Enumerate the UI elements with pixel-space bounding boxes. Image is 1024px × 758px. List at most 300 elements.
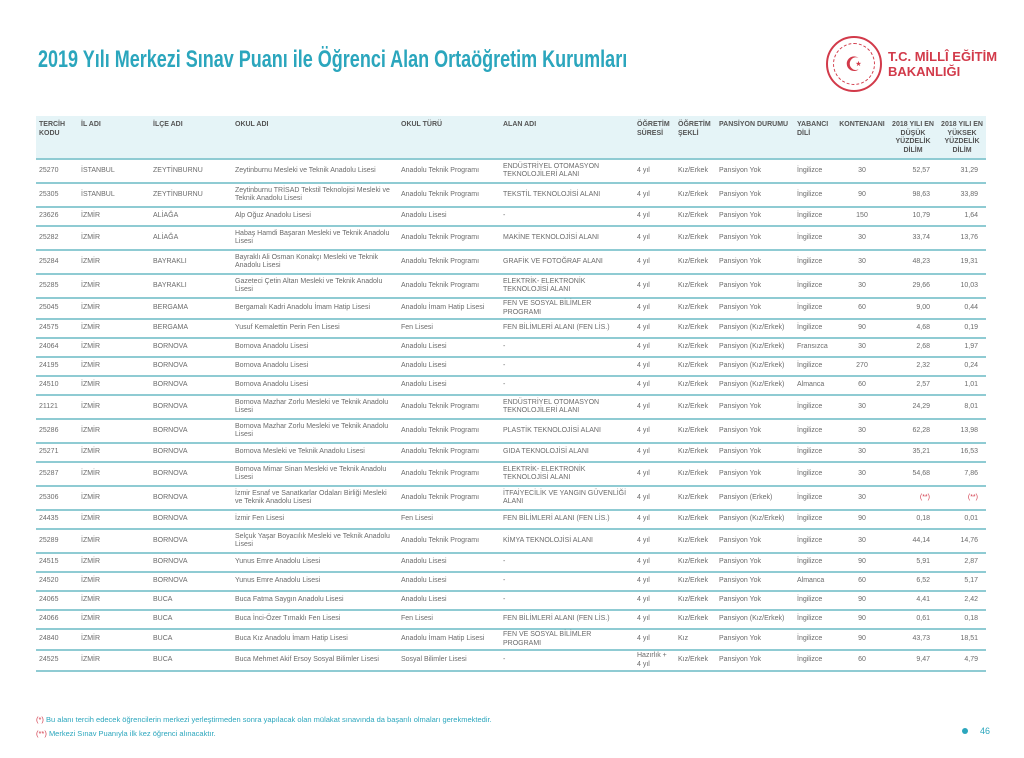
- cell-tercih-kodu: 24575: [36, 319, 78, 338]
- table-row: [36, 650, 986, 671]
- cell-ilce-adi: BORNOVA: [150, 510, 232, 529]
- footnote-1: [36, 715, 492, 724]
- cell-tercih-kodu: 24064: [36, 338, 78, 357]
- cell-ilce-adi: BORNOVA: [150, 419, 232, 443]
- cell-ogretim-suresi: 4 yıl: [634, 572, 675, 591]
- cell-kontenjan: 30: [836, 274, 888, 298]
- cell-ilce-adi: ALİAĞA: [150, 207, 232, 226]
- cell-il-adi: İZMİR: [78, 591, 150, 610]
- footnote-mark: (**): [36, 729, 47, 738]
- cell-il-adi: İZMİR: [78, 629, 150, 650]
- cell-en-yuksek-dilim: 5,17: [938, 572, 986, 591]
- cell-en-dusuk-dilim: 35,21: [888, 443, 938, 462]
- cell-alan-adi: ELEKTRİK- ELEKTRONİK TEKNOLOJİSİ ALANI: [500, 274, 634, 298]
- column-header-pansiyon-durumu: PANSİYON DURUMU: [716, 116, 794, 159]
- column-header-kontenjan: KONTENJANI: [836, 116, 888, 159]
- cell-alan-adi: FEN VE SOSYAL BİLİMLER PROGRAMI: [500, 298, 634, 319]
- cell-alan-adi: -: [500, 572, 634, 591]
- cell-en-yuksek-dilim: 0,24: [938, 357, 986, 376]
- cell-il-adi: İZMİR: [78, 357, 150, 376]
- cell-il-adi: İZMİR: [78, 250, 150, 274]
- cell-en-yuksek-dilim: 7,86: [938, 462, 986, 486]
- table-row: [36, 529, 986, 553]
- cell-en-yuksek-dilim: 4,79: [938, 650, 986, 671]
- cell-ogretim-suresi: 4 yıl: [634, 462, 675, 486]
- cell-ogretim-sekli: Kız/Erkek: [675, 553, 716, 572]
- cell-okul-turu: Anadolu Lisesi: [398, 572, 500, 591]
- cell-tercih-kodu: 25271: [36, 443, 78, 462]
- cell-yabanci-dil: İngilizce: [794, 319, 836, 338]
- cell-ogretim-suresi: 4 yıl: [634, 183, 675, 207]
- table-row: [36, 226, 986, 250]
- cell-tercih-kodu: 23626: [36, 207, 78, 226]
- cell-pansiyon-durumu: Pansiyon Yok: [716, 183, 794, 207]
- cell-okul-adi: Buca Mehmet Akif Ersoy Sosyal Bilimler Lisesi: [232, 650, 398, 671]
- cell-okul-adi: Yusuf Kemalettin Perin Fen Lisesi: [232, 319, 398, 338]
- cell-pansiyon-durumu: Pansiyon Yok: [716, 529, 794, 553]
- cell-ogretim-sekli: Kız/Erkek: [675, 274, 716, 298]
- table-row: [36, 250, 986, 274]
- cell-ilce-adi: BAYRAKLI: [150, 250, 232, 274]
- cell-ilce-adi: BORNOVA: [150, 338, 232, 357]
- cell-alan-adi: FEN VE SOSYAL BİLİMLER PROGRAMI: [500, 629, 634, 650]
- cell-pansiyon-durumu: Pansiyon (Kız/Erkek): [716, 376, 794, 395]
- cell-okul-turu: Anadolu Teknik Programı: [398, 395, 500, 419]
- cell-en-dusuk-dilim: 48,23: [888, 250, 938, 274]
- cell-en-yuksek-dilim: 2,87: [938, 553, 986, 572]
- cell-kontenjan: 30: [836, 443, 888, 462]
- cell-yabanci-dil: Almanca: [794, 572, 836, 591]
- cell-ilce-adi: BUCA: [150, 629, 232, 650]
- cell-il-adi: İZMİR: [78, 529, 150, 553]
- cell-yabanci-dil: İngilizce: [794, 650, 836, 671]
- cell-il-adi: İZMİR: [78, 207, 150, 226]
- cell-yabanci-dil: İngilizce: [794, 226, 836, 250]
- cell-yabanci-dil: İngilizce: [794, 357, 836, 376]
- cell-pansiyon-durumu: Pansiyon Yok: [716, 395, 794, 419]
- cell-il-adi: İZMİR: [78, 572, 150, 591]
- cell-il-adi: İZMİR: [78, 510, 150, 529]
- cell-alan-adi: -: [500, 553, 634, 572]
- cell-en-dusuk-dilim: 0,18: [888, 510, 938, 529]
- cell-ilce-adi: BORNOVA: [150, 376, 232, 395]
- column-header-okul-adi: OKUL ADI: [232, 116, 398, 159]
- cell-yabanci-dil: Fransızca: [794, 338, 836, 357]
- cell-ogretim-sekli: Kız/Erkek: [675, 510, 716, 529]
- cell-pansiyon-durumu: Pansiyon (Kız/Erkek): [716, 610, 794, 629]
- cell-ogretim-sekli: Kız/Erkek: [675, 486, 716, 510]
- cell-yabanci-dil: İngilizce: [794, 207, 836, 226]
- cell-ilce-adi: BORNOVA: [150, 462, 232, 486]
- cell-okul-adi: Buca İnci-Özer Tırnaklı Fen Lisesi: [232, 610, 398, 629]
- cell-tercih-kodu: 25045: [36, 298, 78, 319]
- cell-ilce-adi: ZEYTİNBURNU: [150, 159, 232, 183]
- cell-tercih-kodu: 25289: [36, 529, 78, 553]
- table-row: [36, 357, 986, 376]
- cell-kontenjan: 30: [836, 486, 888, 510]
- cell-en-dusuk-dilim: 0,61: [888, 610, 938, 629]
- cell-okul-turu: Anadolu Lisesi: [398, 357, 500, 376]
- cell-ilce-adi: BORNOVA: [150, 395, 232, 419]
- cell-ogretim-suresi: 4 yıl: [634, 357, 675, 376]
- cell-yabanci-dil: İngilizce: [794, 486, 836, 510]
- cell-yabanci-dil: İngilizce: [794, 274, 836, 298]
- cell-kontenjan: 150: [836, 207, 888, 226]
- cell-okul-turu: Anadolu Lisesi: [398, 338, 500, 357]
- cell-ilce-adi: BORNOVA: [150, 572, 232, 591]
- cell-en-yuksek-dilim: 13,76: [938, 226, 986, 250]
- cell-il-adi: İZMİR: [78, 395, 150, 419]
- cell-ogretim-sekli: Kız/Erkek: [675, 319, 716, 338]
- cell-yabanci-dil: İngilizce: [794, 591, 836, 610]
- cell-en-dusuk-dilim: 9,00: [888, 298, 938, 319]
- cell-pansiyon-durumu: Pansiyon Yok: [716, 298, 794, 319]
- cell-kontenjan: 30: [836, 226, 888, 250]
- cell-en-dusuk-dilim: 2,57: [888, 376, 938, 395]
- cell-il-adi: İZMİR: [78, 226, 150, 250]
- cell-okul-turu: Anadolu Teknik Programı: [398, 462, 500, 486]
- cell-en-yuksek-dilim: 2,42: [938, 591, 986, 610]
- cell-yabanci-dil: İngilizce: [794, 553, 836, 572]
- cell-en-yuksek-dilim: 10,03: [938, 274, 986, 298]
- cell-il-adi: İSTANBUL: [78, 183, 150, 207]
- cell-ogretim-suresi: 4 yıl: [634, 250, 675, 274]
- cell-en-yuksek-dilim: 8,01: [938, 395, 986, 419]
- cell-tercih-kodu: 24520: [36, 572, 78, 591]
- table-row: [36, 183, 986, 207]
- cell-okul-turu: Anadolu Teknik Programı: [398, 159, 500, 183]
- cell-pansiyon-durumu: Pansiyon (Erkek): [716, 486, 794, 510]
- cell-en-yuksek-dilim: 18,51: [938, 629, 986, 650]
- cell-ogretim-suresi: 4 yıl: [634, 159, 675, 183]
- cell-en-dusuk-dilim: 29,66: [888, 274, 938, 298]
- cell-yabanci-dil: İngilizce: [794, 610, 836, 629]
- cell-tercih-kodu: 25282: [36, 226, 78, 250]
- cell-okul-adi: Bornova Mazhar Zorlu Mesleki ve Teknik Anadolu Lisesi: [232, 395, 398, 419]
- cell-tercih-kodu: 24195: [36, 357, 78, 376]
- ministry-logo: [826, 36, 997, 92]
- footnote-mark: (*): [36, 715, 44, 724]
- cell-en-dusuk-dilim: 4,68: [888, 319, 938, 338]
- cell-en-yuksek-dilim: 0,19: [938, 319, 986, 338]
- cell-kontenjan: 30: [836, 419, 888, 443]
- cell-okul-adi: Selçuk Yaşar Boyacılık Mesleki ve Teknik Anadolu Lisesi: [232, 529, 398, 553]
- bullet-icon: [962, 728, 968, 734]
- cell-il-adi: İZMİR: [78, 419, 150, 443]
- column-header-ogretim-sekli: ÖĞRETİM ŞEKLİ: [675, 116, 716, 159]
- cell-en-dusuk-dilim: 10,79: [888, 207, 938, 226]
- cell-kontenjan: 90: [836, 610, 888, 629]
- cell-pansiyon-durumu: Pansiyon (Kız/Erkek): [716, 510, 794, 529]
- cell-pansiyon-durumu: Pansiyon Yok: [716, 419, 794, 443]
- cell-en-yuksek-dilim: 0,01: [938, 510, 986, 529]
- cell-en-yuksek-dilim: 16,53: [938, 443, 986, 462]
- cell-okul-turu: Anadolu İmam Hatip Lisesi: [398, 298, 500, 319]
- cell-kontenjan: 30: [836, 338, 888, 357]
- cell-kontenjan: 90: [836, 629, 888, 650]
- cell-kontenjan: 30: [836, 159, 888, 183]
- cell-okul-turu: Anadolu İmam Hatip Lisesi: [398, 629, 500, 650]
- cell-en-dusuk-dilim: 4,41: [888, 591, 938, 610]
- cell-alan-adi: -: [500, 338, 634, 357]
- cell-okul-turu: Anadolu Teknik Programı: [398, 250, 500, 274]
- cell-yabanci-dil: Almanca: [794, 376, 836, 395]
- cell-okul-turu: Anadolu Teknik Programı: [398, 486, 500, 510]
- cell-il-adi: İZMİR: [78, 443, 150, 462]
- cell-alan-adi: PLASTİK TEKNOLOJİSİ ALANI: [500, 419, 634, 443]
- cell-ogretim-suresi: 4 yıl: [634, 226, 675, 250]
- cell-ogretim-suresi: 4 yıl: [634, 529, 675, 553]
- table-row: [36, 338, 986, 357]
- cell-kontenjan: 60: [836, 650, 888, 671]
- cell-ogretim-suresi: 4 yıl: [634, 319, 675, 338]
- cell-tercih-kodu: 24066: [36, 610, 78, 629]
- cell-ilce-adi: BERGAMA: [150, 319, 232, 338]
- cell-alan-adi: -: [500, 650, 634, 671]
- cell-kontenjan: 30: [836, 462, 888, 486]
- cell-kontenjan: 30: [836, 395, 888, 419]
- cell-okul-turu: Anadolu Teknik Programı: [398, 274, 500, 298]
- cell-ogretim-sekli: Kız/Erkek: [675, 338, 716, 357]
- cell-il-adi: İZMİR: [78, 610, 150, 629]
- cell-yabanci-dil: İngilizce: [794, 462, 836, 486]
- table-row: [36, 591, 986, 610]
- cell-tercih-kodu: 25285: [36, 274, 78, 298]
- table-row: [36, 572, 986, 591]
- column-header-en-dusuk-dilim: 2018 YILI EN DÜŞÜK YÜZDELİK DİLİM: [888, 116, 938, 159]
- cell-okul-adi: Yunus Emre Anadolu Lisesi: [232, 553, 398, 572]
- cell-okul-turu: Anadolu Lisesi: [398, 591, 500, 610]
- cell-en-dusuk-dilim: 98,63: [888, 183, 938, 207]
- cell-alan-adi: FEN BİLİMLERİ ALANI (FEN LİS.): [500, 610, 634, 629]
- cell-alan-adi: -: [500, 591, 634, 610]
- cell-alan-adi: FEN BİLİMLERİ ALANI (FEN LİS.): [500, 510, 634, 529]
- cell-tercih-kodu: 25270: [36, 159, 78, 183]
- cell-alan-adi: ENDÜSTRİYEL OTOMASYON TEKNOLOJİLERİ ALANI: [500, 159, 634, 183]
- cell-alan-adi: MAKİNE TEKNOLOJİSİ ALANI: [500, 226, 634, 250]
- cell-en-dusuk-dilim: 9,47: [888, 650, 938, 671]
- cell-okul-turu: Anadolu Teknik Programı: [398, 183, 500, 207]
- cell-ogretim-sekli: Kız/Erkek: [675, 610, 716, 629]
- cell-pansiyon-durumu: Pansiyon Yok: [716, 629, 794, 650]
- cell-okul-adi: Bornova Anadolu Lisesi: [232, 357, 398, 376]
- cell-tercih-kodu: 24515: [36, 553, 78, 572]
- cell-okul-adi: Zeytinburnu Mesleki ve Teknik Anadolu Lisesi: [232, 159, 398, 183]
- cell-pansiyon-durumu: Pansiyon Yok: [716, 650, 794, 671]
- cell-ilce-adi: BORNOVA: [150, 553, 232, 572]
- cell-okul-adi: Bornova Anadolu Lisesi: [232, 338, 398, 357]
- cell-ogretim-suresi: 4 yıl: [634, 510, 675, 529]
- cell-yabanci-dil: İngilizce: [794, 443, 836, 462]
- cell-kontenjan: 90: [836, 183, 888, 207]
- cell-alan-adi: KİMYA TEKNOLOJİSİ ALANI: [500, 529, 634, 553]
- column-header-ilce-adi: İLÇE ADI: [150, 116, 232, 159]
- cell-en-dusuk-dilim: 2,32: [888, 357, 938, 376]
- cell-okul-adi: Gazeteci Çetin Altan Mesleki ve Teknik Anadolu Lisesi: [232, 274, 398, 298]
- cell-en-dusuk-dilim: 43,73: [888, 629, 938, 650]
- cell-okul-turu: Sosyal Bilimler Lisesi: [398, 650, 500, 671]
- cell-ogretim-sekli: Kız/Erkek: [675, 159, 716, 183]
- cell-alan-adi: İTFAİYECİLİK VE YANGIN GÜVENLİĞİ ALANI: [500, 486, 634, 510]
- cell-pansiyon-durumu: Pansiyon Yok: [716, 207, 794, 226]
- cell-okul-turu: Fen Lisesi: [398, 510, 500, 529]
- cell-okul-adi: Buca Kız Anadolu İmam Hatip Lisesi: [232, 629, 398, 650]
- cell-yabanci-dil: İngilizce: [794, 250, 836, 274]
- cell-kontenjan: 90: [836, 510, 888, 529]
- cell-okul-adi: Zeytinburnu TRİSAD Tekstil Teknolojisi Mesleki ve Teknik Anadolu Lisesi: [232, 183, 398, 207]
- cell-il-adi: İZMİR: [78, 462, 150, 486]
- cell-ogretim-suresi: 4 yıl: [634, 419, 675, 443]
- cell-pansiyon-durumu: Pansiyon (Kız/Erkek): [716, 357, 794, 376]
- cell-ogretim-sekli: Kız/Erkek: [675, 419, 716, 443]
- column-header-yabanci-dil: YABANCI DİLİ: [794, 116, 836, 159]
- cell-alan-adi: GRAFİK VE FOTOĞRAF ALANI: [500, 250, 634, 274]
- cell-alan-adi: -: [500, 376, 634, 395]
- cell-en-yuksek-dilim: 1,97: [938, 338, 986, 357]
- cell-ogretim-sekli: Kız/Erkek: [675, 572, 716, 591]
- cell-yabanci-dil: İngilizce: [794, 395, 836, 419]
- cell-okul-turu: Fen Lisesi: [398, 319, 500, 338]
- cell-alan-adi: FEN BİLİMLERİ ALANI (FEN LİS.): [500, 319, 634, 338]
- cell-okul-turu: Anadolu Teknik Programı: [398, 529, 500, 553]
- table-row: [36, 486, 986, 510]
- cell-ilce-adi: BUCA: [150, 650, 232, 671]
- cell-okul-adi: Bornova Mesleki ve Teknik Anadolu Lisesi: [232, 443, 398, 462]
- column-header-il-adi: İL ADI: [78, 116, 150, 159]
- cell-tercih-kodu: 24525: [36, 650, 78, 671]
- cell-okul-turu: Anadolu Teknik Programı: [398, 419, 500, 443]
- cell-okul-adi: Bergamalı Kadri Anadolu İmam Hatip Lisesi: [232, 298, 398, 319]
- page-number: 46: [980, 726, 991, 736]
- column-header-ogretim-suresi: ÖĞRETİM SÜRESİ: [634, 116, 675, 159]
- cell-ogretim-suresi: 4 yıl: [634, 553, 675, 572]
- cell-ogretim-sekli: Kız/Erkek: [675, 650, 716, 671]
- cell-il-adi: İZMİR: [78, 376, 150, 395]
- cell-alan-adi: -: [500, 207, 634, 226]
- cell-tercih-kodu: 24435: [36, 510, 78, 529]
- table-row: [36, 395, 986, 419]
- cell-ogretim-sekli: Kız/Erkek: [675, 591, 716, 610]
- cell-en-yuksek-dilim: 19,31: [938, 250, 986, 274]
- cell-alan-adi: TEKSTİL TEKNOLOJİSİ ALANI: [500, 183, 634, 207]
- cell-pansiyon-durumu: Pansiyon Yok: [716, 462, 794, 486]
- cell-pansiyon-durumu: Pansiyon Yok: [716, 591, 794, 610]
- column-header-okul-turu: OKUL TÜRÜ: [398, 116, 500, 159]
- cell-ogretim-suresi: 4 yıl: [634, 338, 675, 357]
- logo-line-2: BAKANLIĞI: [888, 64, 961, 79]
- cell-kontenjan: 60: [836, 572, 888, 591]
- cell-en-dusuk-dilim: 33,74: [888, 226, 938, 250]
- cell-pansiyon-durumu: Pansiyon Yok: [716, 226, 794, 250]
- cell-ogretim-sekli: Kız: [675, 629, 716, 650]
- cell-okul-adi: Bayraklı Ali Osman Konakçı Mesleki ve Teknik Anadolu Lisesi: [232, 250, 398, 274]
- cell-ogretim-suresi: 4 yıl: [634, 207, 675, 226]
- cell-tercih-kodu: 24065: [36, 591, 78, 610]
- cell-yabanci-dil: İngilizce: [794, 510, 836, 529]
- cell-yabanci-dil: İngilizce: [794, 183, 836, 207]
- cell-en-dusuk-dilim: 44,14: [888, 529, 938, 553]
- cell-kontenjan: 270: [836, 357, 888, 376]
- cell-ogretim-sekli: Kız/Erkek: [675, 376, 716, 395]
- cell-tercih-kodu: 24510: [36, 376, 78, 395]
- cell-ilce-adi: BAYRAKLI: [150, 274, 232, 298]
- table-row: [36, 207, 986, 226]
- cell-ogretim-sekli: Kız/Erkek: [675, 443, 716, 462]
- cell-ogretim-sekli: Kız/Erkek: [675, 250, 716, 274]
- cell-okul-adi: İzmir Esnaf ve Sanatkarlar Odaları Birliği Mesleki ve Teknik Anadolu Lisesi: [232, 486, 398, 510]
- cell-tercih-kodu: 25306: [36, 486, 78, 510]
- cell-il-adi: İZMİR: [78, 274, 150, 298]
- cell-alan-adi: GIDA TEKNOLOJİSİ ALANI: [500, 443, 634, 462]
- cell-il-adi: İZMİR: [78, 319, 150, 338]
- footnote-text: Merkezi Sınav Puanıyla ilk kez öğrenci alınacaktır.: [48, 729, 216, 738]
- cell-ilce-adi: BUCA: [150, 591, 232, 610]
- column-header-en-yuksek-dilim: 2018 YILI EN YÜKSEK YÜZDELİK DİLİM: [938, 116, 986, 159]
- table-row: [36, 443, 986, 462]
- table-row: [36, 510, 986, 529]
- cell-yabanci-dil: İngilizce: [794, 159, 836, 183]
- cell-ogretim-sekli: Kız/Erkek: [675, 207, 716, 226]
- cell-alan-adi: ELEKTRİK- ELEKTRONİK TEKNOLOJİSİ ALANI: [500, 462, 634, 486]
- cell-tercih-kodu: 25286: [36, 419, 78, 443]
- cell-il-adi: İSTANBUL: [78, 159, 150, 183]
- table-header-row: [36, 116, 986, 159]
- cell-okul-turu: Anadolu Teknik Programı: [398, 226, 500, 250]
- cell-en-yuksek-dilim: 31,29: [938, 159, 986, 183]
- cell-ogretim-suresi: 4 yıl: [634, 610, 675, 629]
- cell-il-adi: İZMİR: [78, 298, 150, 319]
- cell-okul-turu: Anadolu Teknik Programı: [398, 443, 500, 462]
- cell-kontenjan: 90: [836, 553, 888, 572]
- cell-tercih-kodu: 25305: [36, 183, 78, 207]
- table-row: [36, 462, 986, 486]
- cell-ilce-adi: BORNOVA: [150, 486, 232, 510]
- cell-okul-adi: Bornova Anadolu Lisesi: [232, 376, 398, 395]
- cell-en-dusuk-dilim: 54,68: [888, 462, 938, 486]
- table-row: [36, 274, 986, 298]
- page-title: 2019 Yılı Merkezi Sınav Puanı ile Öğrenci Alan Ortaöğretim Kurumları: [38, 46, 628, 73]
- cell-tercih-kodu: 21121: [36, 395, 78, 419]
- cell-en-yuksek-dilim: 1,64: [938, 207, 986, 226]
- cell-il-adi: İZMİR: [78, 486, 150, 510]
- cell-okul-adi: Habaş Hamdi Başaran Mesleki ve Teknik Anadolu Lisesi: [232, 226, 398, 250]
- column-header-alan-adi: ALAN ADI: [500, 116, 634, 159]
- cell-ilce-adi: BERGAMA: [150, 298, 232, 319]
- cell-yabanci-dil: İngilizce: [794, 629, 836, 650]
- cell-pansiyon-durumu: Pansiyon (Kız/Erkek): [716, 319, 794, 338]
- cell-pansiyon-durumu: Pansiyon (Kız/Erkek): [716, 338, 794, 357]
- cell-okul-adi: İzmir Fen Lisesi: [232, 510, 398, 529]
- cell-ogretim-sekli: Kız/Erkek: [675, 183, 716, 207]
- cell-okul-adi: Bornova Mazhar Zorlu Mesleki ve Teknik Anadolu Lisesi: [232, 419, 398, 443]
- cell-alan-adi: -: [500, 357, 634, 376]
- cell-ogretim-suresi: 4 yıl: [634, 274, 675, 298]
- cell-ogretim-sekli: Kız/Erkek: [675, 357, 716, 376]
- cell-okul-adi: Bornova Mimar Sinan Mesleki ve Teknik Anadolu Lisesi: [232, 462, 398, 486]
- cell-en-dusuk-dilim: 6,52: [888, 572, 938, 591]
- cell-ogretim-sekli: Kız/Erkek: [675, 529, 716, 553]
- cell-pansiyon-durumu: Pansiyon Yok: [716, 553, 794, 572]
- footnote-2: [36, 729, 216, 738]
- cell-okul-turu: Fen Lisesi: [398, 610, 500, 629]
- cell-en-dusuk-dilim: 2,68: [888, 338, 938, 357]
- cell-ilce-adi: ZEYTİNBURNU: [150, 183, 232, 207]
- cell-okul-adi: Buca Fatma Saygın Anadolu Lisesi: [232, 591, 398, 610]
- cell-en-yuksek-dilim: 14,76: [938, 529, 986, 553]
- cell-kontenjan: 60: [836, 298, 888, 319]
- logo-line-1: T.C. MİLLÎ EĞİTİM: [888, 49, 998, 64]
- cell-en-yuksek-dilim: (**): [938, 486, 986, 510]
